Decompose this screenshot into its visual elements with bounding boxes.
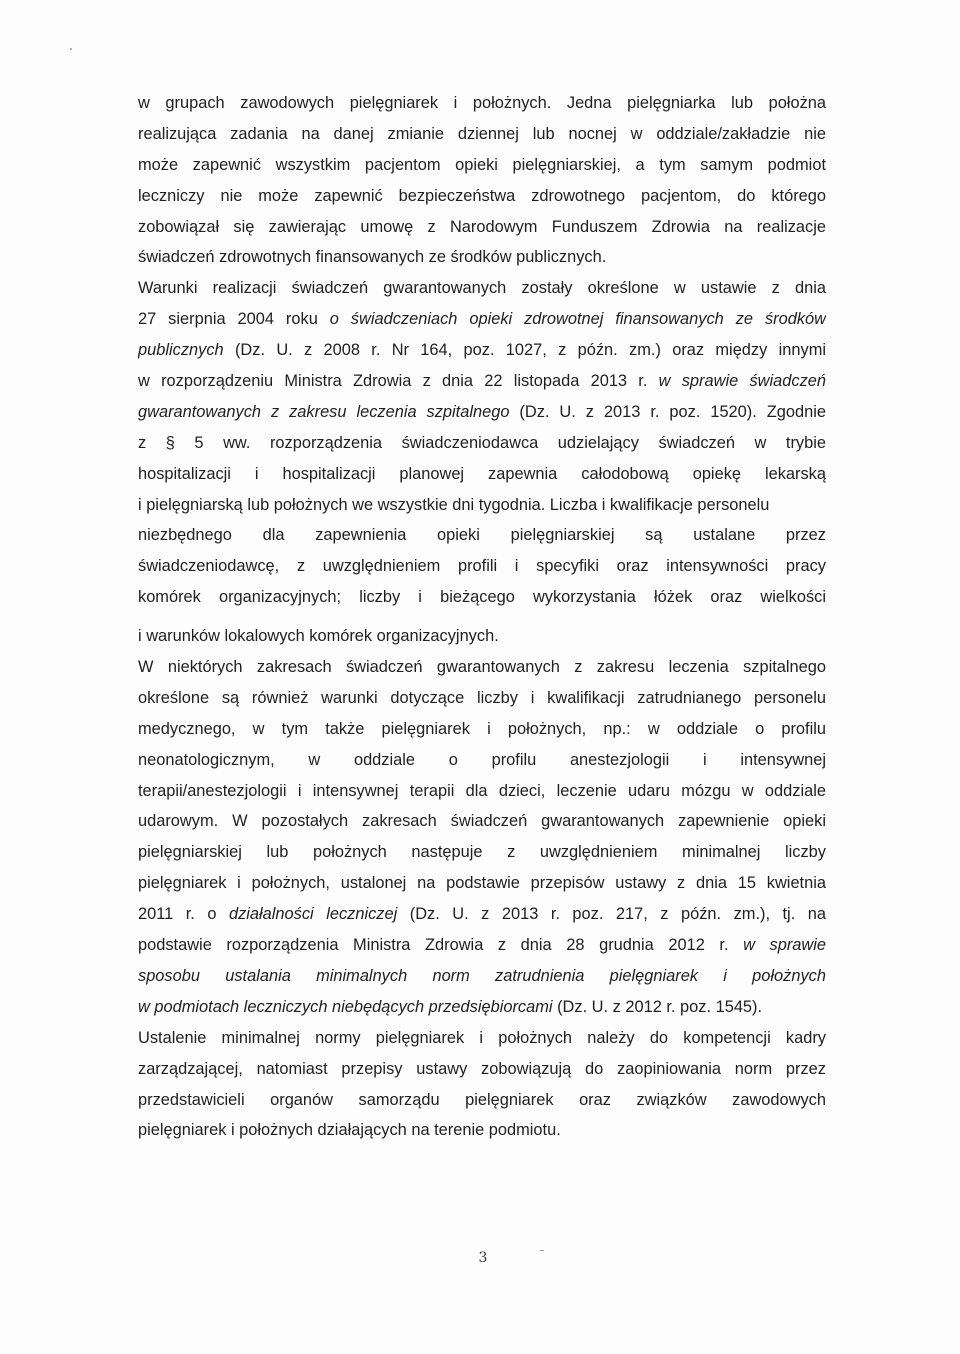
text-run: z § 5 ww. rozporządzenia świadczeniodawca udzielający świadczeń w trybie xyxy=(138,433,826,452)
text-run: 2011 r. o xyxy=(138,905,229,924)
page-number: 3 xyxy=(478,1250,488,1266)
text-run: świadczeń zdrowotnych finansowanych ze środków publicznych. xyxy=(138,248,607,267)
text-run: W niektórych zakresach świadczeń gwarantowanych z zakresu leczenia szpitalnego xyxy=(138,658,826,677)
text-line xyxy=(138,776,826,807)
text-run: neonatologicznym, w oddziale o profilu anestezjologii i intensywnej xyxy=(138,750,826,769)
text-run: pielęgniarek i położnych, ustalonej na podstawie przepisów ustawy z dnia 15 kwietnia xyxy=(138,874,826,893)
italic-text-run: działalności leczniczej xyxy=(228,905,398,924)
text-run: (Dz. U. z 2008 r. Nr 164, poz. 1027, z późn. zm.) oraz między innymi xyxy=(223,341,826,360)
text-line xyxy=(138,304,826,335)
text-run: niezbędnego dla zapewnienia opieki pielęgniarskiej są ustalane przez xyxy=(138,526,826,545)
text-line xyxy=(138,806,826,837)
text-run: może zapewnić wszystkim pacjentom opieki pielęgniarskiej, a tym samym podmiot xyxy=(138,155,826,174)
text-line xyxy=(138,212,826,243)
text-run: (Dz. U. z 2012 r. poz. 1545). xyxy=(552,997,763,1016)
text-line xyxy=(138,273,826,304)
text-run: w rozporządzeniu Ministra Zdrowia z dnia 22 listopada 2013 r. xyxy=(138,372,659,391)
text-line xyxy=(138,1115,826,1146)
text-line xyxy=(138,652,826,683)
text-run: i pielęgniarską lub położnych we wszystkie dni tygodnia. Liczba i kwalifikacje personelu xyxy=(138,495,770,514)
italic-text-run: o świadczeniach opieki zdrowotnej finansowanych ze środków xyxy=(329,310,826,329)
text-line xyxy=(138,621,826,652)
text-line xyxy=(138,868,826,899)
text-run: leczniczy nie może zapewnić bezpieczeństwa zdrowotnego pacjentom, do którego xyxy=(138,186,826,205)
text-line xyxy=(138,683,826,714)
text-line xyxy=(138,899,826,930)
text-line xyxy=(138,490,826,521)
body-text xyxy=(138,88,826,1146)
text-run: podstawie rozporządzenia Ministra Zdrowia z dnia 28 grudnia 2012 r. xyxy=(138,936,744,955)
text-run: terapii/anestezjologii i intensywnej terapii dla dzieci, leczenie udaru mózgu w oddziale xyxy=(138,781,826,800)
text-run: pielęgniarek i położnych działających na terenie podmiotu. xyxy=(138,1121,561,1140)
italic-text-run: gwarantowanych z zakresu leczenia szpitalnego xyxy=(138,402,510,421)
text-line xyxy=(138,88,826,119)
text-line xyxy=(138,930,826,961)
text-line xyxy=(138,428,826,459)
text-line xyxy=(138,992,826,1023)
italic-text-run: w sprawie xyxy=(743,936,826,955)
text-run: określone są również warunki dotyczące liczby i kwalifikacji zatrudnianego personelu xyxy=(138,688,826,707)
text-line xyxy=(138,181,826,212)
text-line xyxy=(138,837,826,868)
text-run: pielęgniarskiej lub położnych następuje z uwzględnieniem minimalnej liczby xyxy=(138,843,826,862)
text-line xyxy=(138,1085,826,1116)
text-line xyxy=(138,520,826,551)
text-run: komórek organizacyjnych; liczby i bieżącego wykorzystania łóżek oraz wielkości xyxy=(138,588,826,607)
text-run: Warunki realizacji świadczeń gwarantowanych zostały określone w ustawie z dnia xyxy=(138,279,826,298)
text-line xyxy=(138,242,826,273)
text-line xyxy=(138,714,826,745)
text-run: medycznego, w tym także pielęgniarek i położnych, np.: w oddziale o profilu xyxy=(138,719,826,738)
italic-text-run: publicznych xyxy=(138,341,224,360)
text-line xyxy=(138,150,826,181)
text-run: hospitalizacji i hospitalizacji planowej zapewnia całodobową opiekę lekarską xyxy=(138,464,826,483)
text-line xyxy=(138,551,826,582)
text-line xyxy=(138,745,826,776)
text-run: zobowiązał się zawierając umowę z Narodowym Funduszem Zdrowia na realizacje xyxy=(138,217,826,236)
italic-text-run: w sprawie świadczeń xyxy=(658,372,826,391)
text-run: przedstawicieli organów samorządu pielęgniarek oraz związków zawodowych xyxy=(138,1090,826,1109)
text-line xyxy=(138,1054,826,1085)
italic-text-run: w podmiotach leczniczych niebędących przedsiębiorcami xyxy=(138,997,553,1016)
text-line xyxy=(138,1023,826,1054)
text-run: realizująca zadania na danej zmianie dziennej lub nocnej w oddziale/zakładzie nie xyxy=(138,124,826,143)
text-line xyxy=(138,397,826,428)
text-line xyxy=(138,335,826,366)
text-line xyxy=(138,366,826,397)
text-line xyxy=(138,961,826,992)
text-run: w grupach zawodowych pielęgniarek i położnych. Jedna pielęgniarka lub położna xyxy=(138,94,826,112)
italic-text-run: sposobu ustalania minimalnych norm zatrudnienia pielęgniarek i położnych xyxy=(138,966,826,985)
text-run: zarządzającej, natomiast przepisy ustawy zobowiązują do zaopiniowania norm przez xyxy=(138,1059,826,1078)
text-line xyxy=(138,459,826,490)
text-line xyxy=(138,119,826,150)
text-run: (Dz. U. z 2013 r. poz. 1520). Zgodnie xyxy=(509,402,826,421)
text-run: Ustalenie minimalnej normy pielęgniarek i położnych należy do kompetencji kadry xyxy=(138,1028,826,1047)
scan-speck xyxy=(540,1250,544,1251)
scan-speck xyxy=(70,48,72,50)
text-run: (Dz. U. z 2013 r. poz. 217, z późn. zm.), tj. na xyxy=(397,905,826,924)
text-run: udarowym. W pozostałych zakresach świadczeń gwarantowanych zapewnienie opieki xyxy=(138,812,826,831)
text-line xyxy=(138,582,826,613)
text-run: świadczeniodawcę, z uwzględnieniem profili i specyfiki oraz intensywności pracy xyxy=(138,557,826,576)
text-run: 27 sierpnia 2004 roku xyxy=(138,310,330,329)
text-run: i warunków lokalowych komórek organizacyjnych. xyxy=(138,627,499,646)
